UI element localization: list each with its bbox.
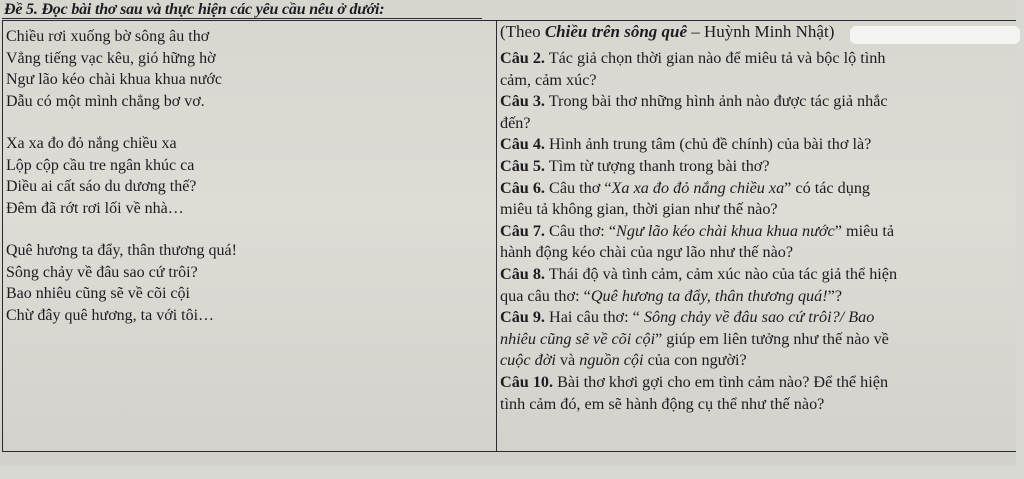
question-10-cont: tình cảm đó, em sẽ hành động cụ thể như thế nào? [500,394,825,413]
poem-line: Xa xa đo đỏ nắng chiều xa [6,135,177,152]
column-divider [496,20,497,452]
question-7: Câu 7. Câu thơ: “Ngư lão kéo chài khua khua nước” miêu tả [500,221,895,240]
question-3: Câu 3. Trong bài thơ những hình ảnh nào được tác giả nhắc [500,92,888,111]
questions-column [500,48,1000,415]
question-2-cont: cảm, cảm xúc? [500,70,597,89]
question-10: Câu 10. Bài thơ khơi gợi cho em tình cảm nào? Để thể hiện [500,372,889,391]
question-8: Câu 8. Thái độ và tình cảm, cảm xúc nào của tác giả thể hiện [500,264,898,283]
redaction-patch [850,26,1020,44]
poem-line: Sông chảy về đâu sao cứ trôi? [6,263,198,281]
poem-source: (Theo Chiều trên sông quê – Huỳnh Minh Nhật) [500,22,835,41]
heading-underline [2,18,482,19]
question-6-cont: miêu tả không gian, thời gian như thế nào? [500,200,778,219]
question-2: Câu 2. Tác giả chọn thời gian nào để miêu tả và bộc lộ tình [500,49,886,67]
poem-line: Ngư lão kéo chài khua khua nước [6,71,222,88]
poem-title: Chiều trên sông quê [544,22,688,41]
question-6: Câu 6. Câu thơ “Xa xa đo đỏ nắng chiều xa” có tác dụng [500,178,871,197]
poem-line: Lộp cộp cầu tre ngân khúc ca [6,156,195,174]
question-3-cont: đến? [500,113,531,132]
question-5: Câu 5. Tìm từ tượng thanh trong bài thơ? [500,156,770,175]
question-4: Câu 4. Hình ảnh trung tâm (chủ đề chính) của bài thơ là? [500,135,872,154]
poem-column [6,26,491,326]
question-9-cont2: cuộc đời và nguồn cội của con người? [500,351,747,370]
question-9: Câu 9. Hai câu thơ: “ Sông chảy về đâu sao cứ trôi?/ Bao [500,308,875,327]
question-7-cont: hành động kéo chài của ngư lão như thế nào? [500,243,794,262]
exam-heading: Đề 5. Đọc bài thơ sau và thực hiện các yêu cầu nêu ở dưới: [4,1,385,18]
poem-line: Chừ đây quê hương, ta với tôi… [6,306,215,324]
poem-line: Dẫu có một mình chẳng bơ vơ. [6,92,205,110]
poem-line: Quê hương ta đẩy, thân thương quá! [6,242,237,259]
question-9-cont: nhiêu cũng sẽ về cõi cội” giúp em liên tưởng như thế nào về [500,329,889,348]
poem-line: Diều ai cất sáo du dương thế? [6,178,197,195]
question-8-cont: qua câu thơ: “Quê hương ta đẩy, thân thương quá!”? [500,286,843,305]
poem-line: Chiều rơi xuống bờ sông âu thơ [6,28,210,45]
poem-line: Bao nhiêu cũng sẽ về cõi cội [6,285,190,302]
poem-line: Vẳng tiếng vạc kêu, gió hững hờ [6,49,216,67]
poem-line: Đêm đã rớt rơi lối về nhà… [6,199,184,217]
